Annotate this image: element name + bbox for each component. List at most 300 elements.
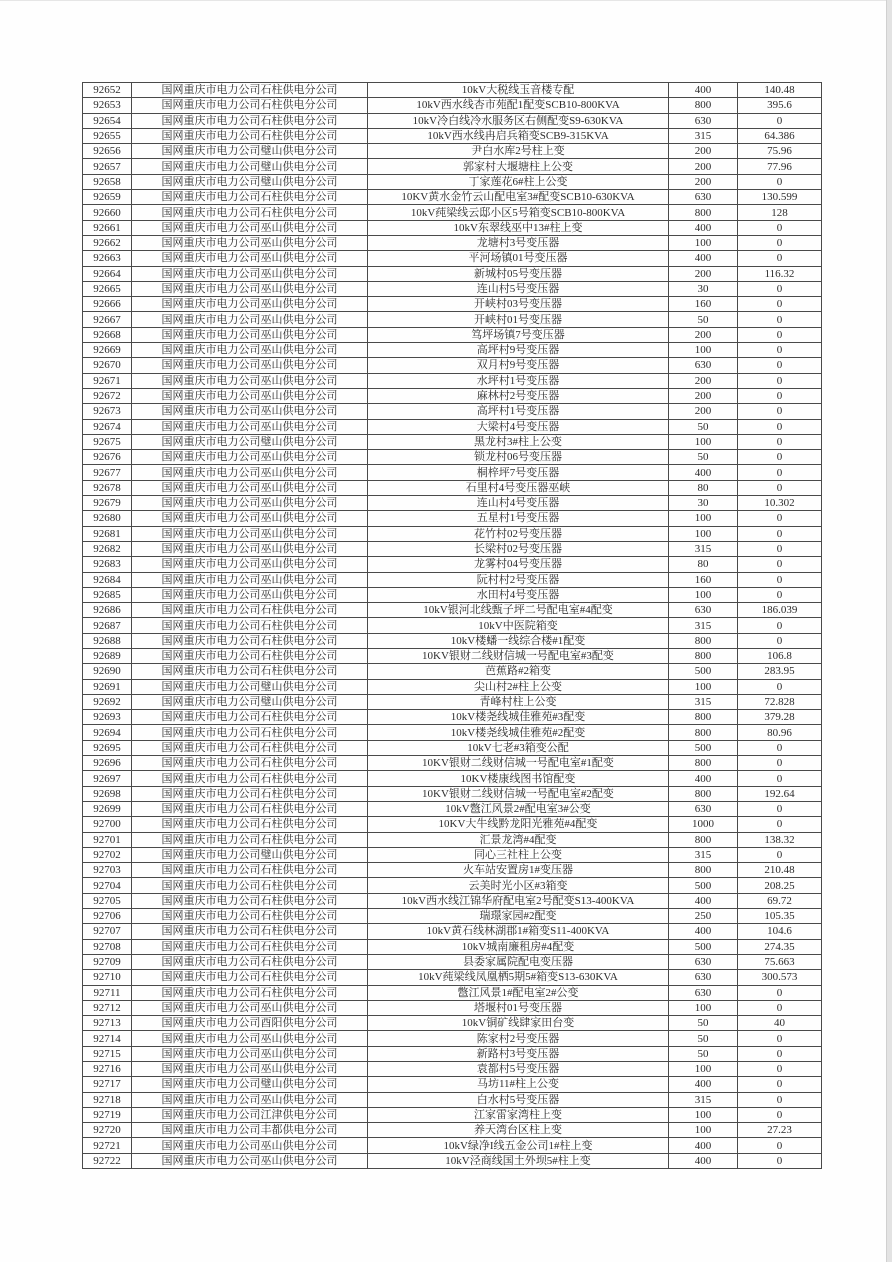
cell-equipment-name: 江家雷家湾柱上变 xyxy=(368,1107,669,1122)
table-row xyxy=(83,83,822,98)
cell-id: 92668 xyxy=(83,327,132,342)
cell-value: 0 xyxy=(738,740,822,755)
cell-equipment-name: 10kV楼蟠一线综合楼#1配变 xyxy=(368,633,669,648)
cell-id: 92687 xyxy=(83,618,132,633)
cell-value: 0 xyxy=(738,817,822,832)
cell-company: 国网重庆市电力公司巫山供电分公司 xyxy=(132,312,368,327)
cell-id: 92652 xyxy=(83,83,132,98)
cell-equipment-name: 10kV西水线杏市苑配1配变SCB10-800KVA xyxy=(368,98,669,113)
cell-capacity: 630 xyxy=(669,603,738,618)
cell-equipment-name: 10kV铜矿线肆家田台变 xyxy=(368,1016,669,1031)
cell-value: 0 xyxy=(738,847,822,862)
cell-capacity: 630 xyxy=(669,358,738,373)
cell-company: 国网重庆市电力公司丰都供电分公司 xyxy=(132,1123,368,1138)
cell-id: 92702 xyxy=(83,847,132,862)
cell-value: 274.35 xyxy=(738,939,822,954)
cell-value: 128 xyxy=(738,205,822,220)
cell-equipment-name: 10kV西水线冉启兵箱变SCB9-315KVA xyxy=(368,128,669,143)
page-top-edge xyxy=(0,0,892,1)
cell-value: 0 xyxy=(738,235,822,250)
table-row xyxy=(83,327,822,342)
cell-company: 国网重庆市电力公司石柱供电分公司 xyxy=(132,190,368,205)
table-row xyxy=(83,297,822,312)
cell-equipment-name: 鄨江风景1#配电室2#公变 xyxy=(368,985,669,1000)
cell-id: 92654 xyxy=(83,113,132,128)
cell-capacity: 315 xyxy=(669,541,738,556)
cell-equipment-name: 10kV楼尧线城佳雅苑#2配变 xyxy=(368,725,669,740)
cell-value: 0 xyxy=(738,618,822,633)
table-row xyxy=(83,954,822,969)
cell-value: 72.828 xyxy=(738,694,822,709)
cell-id: 92714 xyxy=(83,1031,132,1046)
cell-value: 0 xyxy=(738,541,822,556)
cell-capacity: 400 xyxy=(669,251,738,266)
cell-id: 92713 xyxy=(83,1016,132,1031)
cell-equipment-name: 龙雾村04号变压器 xyxy=(368,557,669,572)
cell-value: 138.32 xyxy=(738,832,822,847)
cell-capacity: 400 xyxy=(669,83,738,98)
cell-id: 92716 xyxy=(83,1062,132,1077)
table-body xyxy=(83,83,822,1169)
cell-id: 92699 xyxy=(83,801,132,816)
table-row xyxy=(83,878,822,893)
cell-company: 国网重庆市电力公司巫山供电分公司 xyxy=(132,557,368,572)
table-row xyxy=(83,740,822,755)
cell-capacity: 400 xyxy=(669,1077,738,1092)
cell-id: 92718 xyxy=(83,1092,132,1107)
table-row xyxy=(83,1138,822,1153)
cell-equipment-name: 桐梓坪7号变压器 xyxy=(368,465,669,480)
cell-capacity: 500 xyxy=(669,740,738,755)
cell-company: 国网重庆市电力公司石柱供电分公司 xyxy=(132,878,368,893)
cell-value: 77.96 xyxy=(738,159,822,174)
cell-company: 国网重庆市电力公司石柱供电分公司 xyxy=(132,633,368,648)
cell-id: 92715 xyxy=(83,1046,132,1061)
table-row xyxy=(83,190,822,205)
table-row xyxy=(83,909,822,924)
cell-capacity: 200 xyxy=(669,373,738,388)
cell-company: 国网重庆市电力公司璧山供电分公司 xyxy=(132,694,368,709)
cell-value: 0 xyxy=(738,1153,822,1168)
cell-capacity: 80 xyxy=(669,557,738,572)
table-row xyxy=(83,144,822,159)
cell-company: 国网重庆市电力公司石柱供电分公司 xyxy=(132,603,368,618)
cell-equipment-name: 郭家村大堰塘柱上公变 xyxy=(368,159,669,174)
cell-id: 92671 xyxy=(83,373,132,388)
cell-id: 92674 xyxy=(83,419,132,434)
cell-id: 92705 xyxy=(83,893,132,908)
cell-equipment-name: 10kV绿净I线五金公司1#柱上变 xyxy=(368,1138,669,1153)
cell-capacity: 315 xyxy=(669,618,738,633)
cell-company: 国网重庆市电力公司巫山供电分公司 xyxy=(132,404,368,419)
cell-id: 92664 xyxy=(83,266,132,281)
cell-company: 国网重庆市电力公司石柱供电分公司 xyxy=(132,786,368,801)
cell-company: 国网重庆市电力公司巫山供电分公司 xyxy=(132,343,368,358)
table-row xyxy=(83,863,822,878)
cell-value: 0 xyxy=(738,587,822,602)
cell-capacity: 100 xyxy=(669,1062,738,1077)
cell-capacity: 800 xyxy=(669,832,738,847)
cell-capacity: 500 xyxy=(669,878,738,893)
cell-equipment-name: 10kV鄨江风景2#配电室3#公变 xyxy=(368,801,669,816)
cell-equipment-name: 芭蕉路#2箱变 xyxy=(368,664,669,679)
cell-capacity: 630 xyxy=(669,985,738,1000)
cell-value: 0 xyxy=(738,985,822,1000)
cell-value: 0 xyxy=(738,1046,822,1061)
cell-id: 92656 xyxy=(83,144,132,159)
cell-value: 0 xyxy=(738,373,822,388)
cell-id: 92685 xyxy=(83,587,132,602)
cell-company: 国网重庆市电力公司石柱供电分公司 xyxy=(132,664,368,679)
cell-equipment-name: 五星村1号变压器 xyxy=(368,511,669,526)
cell-id: 92666 xyxy=(83,297,132,312)
cell-value: 0 xyxy=(738,343,822,358)
cell-company: 国网重庆市电力公司巫山供电分公司 xyxy=(132,251,368,266)
cell-company: 国网重庆市电力公司璧山供电分公司 xyxy=(132,847,368,862)
cell-capacity: 100 xyxy=(669,679,738,694)
cell-id: 92676 xyxy=(83,450,132,465)
cell-value: 80.96 xyxy=(738,725,822,740)
table-row xyxy=(83,1107,822,1122)
cell-company: 国网重庆市电力公司石柱供电分公司 xyxy=(132,893,368,908)
cell-capacity: 315 xyxy=(669,694,738,709)
cell-company: 国网重庆市电力公司璧山供电分公司 xyxy=(132,679,368,694)
cell-equipment-name: 白水村5号变压器 xyxy=(368,1092,669,1107)
cell-equipment-name: 火车站安置房1#变压器 xyxy=(368,863,669,878)
cell-equipment-name: 龙塘村3号变压器 xyxy=(368,235,669,250)
cell-id: 92677 xyxy=(83,465,132,480)
table-row xyxy=(83,939,822,954)
cell-equipment-name: 大梁村4号变压器 xyxy=(368,419,669,434)
table-row xyxy=(83,419,822,434)
cell-capacity: 800 xyxy=(669,786,738,801)
cell-company: 国网重庆市电力公司石柱供电分公司 xyxy=(132,83,368,98)
table-row xyxy=(83,205,822,220)
cell-equipment-name: 汇景龙湾#4配变 xyxy=(368,832,669,847)
cell-id: 92720 xyxy=(83,1123,132,1138)
cell-company: 国网重庆市电力公司巫山供电分公司 xyxy=(132,587,368,602)
cell-capacity: 160 xyxy=(669,297,738,312)
cell-company: 国网重庆市电力公司石柱供电分公司 xyxy=(132,817,368,832)
cell-capacity: 400 xyxy=(669,1138,738,1153)
cell-id: 92712 xyxy=(83,1000,132,1015)
cell-id: 92694 xyxy=(83,725,132,740)
cell-capacity: 1000 xyxy=(669,817,738,832)
cell-company: 国网重庆市电力公司石柱供电分公司 xyxy=(132,985,368,1000)
cell-id: 92678 xyxy=(83,480,132,495)
cell-id: 92682 xyxy=(83,541,132,556)
cell-id: 92711 xyxy=(83,985,132,1000)
cell-equipment-name: 袁都村5号变压器 xyxy=(368,1062,669,1077)
cell-id: 92709 xyxy=(83,954,132,969)
cell-capacity: 200 xyxy=(669,144,738,159)
cell-id: 92680 xyxy=(83,511,132,526)
cell-id: 92717 xyxy=(83,1077,132,1092)
cell-capacity: 800 xyxy=(669,756,738,771)
table-row xyxy=(83,603,822,618)
cell-company: 国网重庆市电力公司巫山供电分公司 xyxy=(132,327,368,342)
table-row xyxy=(83,174,822,189)
cell-value: 0 xyxy=(738,281,822,296)
cell-id: 92703 xyxy=(83,863,132,878)
table-row xyxy=(83,388,822,403)
cell-equipment-name: 10kV黄石线林湖郡1#箱变S11-400KVA xyxy=(368,924,669,939)
cell-equipment-name: 10kV楼尧线城佳雅苑#3配变 xyxy=(368,710,669,725)
table-row xyxy=(83,801,822,816)
table-row xyxy=(83,618,822,633)
cell-capacity: 200 xyxy=(669,266,738,281)
cell-id: 92704 xyxy=(83,878,132,893)
cell-value: 69.72 xyxy=(738,893,822,908)
cell-id: 92681 xyxy=(83,526,132,541)
cell-id: 92701 xyxy=(83,832,132,847)
cell-company: 国网重庆市电力公司璧山供电分公司 xyxy=(132,144,368,159)
table-row xyxy=(83,1016,822,1031)
cell-equipment-name: 黑龙村3#柱上公变 xyxy=(368,434,669,449)
cell-id: 92673 xyxy=(83,404,132,419)
cell-equipment-name: 尖山村2#柱上公变 xyxy=(368,679,669,694)
cell-value: 0 xyxy=(738,572,822,587)
cell-value: 186.039 xyxy=(738,603,822,618)
cell-value: 0 xyxy=(738,312,822,327)
cell-equipment-name: 麻林村2号变压器 xyxy=(368,388,669,403)
cell-company: 国网重庆市电力公司石柱供电分公司 xyxy=(132,939,368,954)
cell-capacity: 100 xyxy=(669,1123,738,1138)
table-row xyxy=(83,557,822,572)
cell-company: 国网重庆市电力公司巫山供电分公司 xyxy=(132,373,368,388)
table-row xyxy=(83,159,822,174)
cell-id: 92683 xyxy=(83,557,132,572)
cell-id: 92708 xyxy=(83,939,132,954)
cell-capacity: 30 xyxy=(669,281,738,296)
table-row xyxy=(83,893,822,908)
cell-company: 国网重庆市电力公司巫山供电分公司 xyxy=(132,235,368,250)
table-row xyxy=(83,771,822,786)
cell-company: 国网重庆市电力公司石柱供电分公司 xyxy=(132,801,368,816)
cell-id: 92655 xyxy=(83,128,132,143)
cell-value: 0 xyxy=(738,220,822,235)
cell-company: 国网重庆市电力公司璧山供电分公司 xyxy=(132,434,368,449)
cell-value: 0 xyxy=(738,1138,822,1153)
cell-capacity: 800 xyxy=(669,633,738,648)
table-row xyxy=(83,1000,822,1015)
table-row xyxy=(83,970,822,985)
cell-value: 379.28 xyxy=(738,710,822,725)
cell-value: 0 xyxy=(738,557,822,572)
cell-company: 国网重庆市电力公司巫山供电分公司 xyxy=(132,297,368,312)
cell-company: 国网重庆市电力公司石柱供电分公司 xyxy=(132,771,368,786)
cell-equipment-name: 水田村4号变压器 xyxy=(368,587,669,602)
cell-company: 国网重庆市电力公司璧山供电分公司 xyxy=(132,174,368,189)
cell-value: 75.96 xyxy=(738,144,822,159)
cell-company: 国网重庆市电力公司江津供电分公司 xyxy=(132,1107,368,1122)
cell-id: 92686 xyxy=(83,603,132,618)
cell-company: 国网重庆市电力公司巫山供电分公司 xyxy=(132,511,368,526)
table-row xyxy=(83,526,822,541)
table-row xyxy=(83,633,822,648)
cell-equipment-name: 连山村4号变压器 xyxy=(368,496,669,511)
cell-equipment-name: 瑞璟家园#2配变 xyxy=(368,909,669,924)
cell-value: 0 xyxy=(738,633,822,648)
cell-equipment-name: 县委家属院配电变压器 xyxy=(368,954,669,969)
table-row xyxy=(83,924,822,939)
table-row xyxy=(83,480,822,495)
cell-equipment-name: 石里村4号变压器巫峡 xyxy=(368,480,669,495)
cell-id: 92698 xyxy=(83,786,132,801)
cell-value: 283.95 xyxy=(738,664,822,679)
cell-capacity: 630 xyxy=(669,970,738,985)
cell-value: 0 xyxy=(738,251,822,266)
cell-value: 64.386 xyxy=(738,128,822,143)
cell-company: 国网重庆市电力公司巫山供电分公司 xyxy=(132,220,368,235)
cell-capacity: 630 xyxy=(669,190,738,205)
table-row xyxy=(83,220,822,235)
cell-company: 国网重庆市电力公司巫山供电分公司 xyxy=(132,1046,368,1061)
table-row xyxy=(83,1046,822,1061)
table-row xyxy=(83,113,822,128)
cell-company: 国网重庆市电力公司巫山供电分公司 xyxy=(132,1031,368,1046)
cell-id: 92721 xyxy=(83,1138,132,1153)
cell-capacity: 400 xyxy=(669,465,738,480)
cell-id: 92697 xyxy=(83,771,132,786)
cell-id: 92653 xyxy=(83,98,132,113)
table-row xyxy=(83,541,822,556)
cell-company: 国网重庆市电力公司石柱供电分公司 xyxy=(132,113,368,128)
cell-company: 国网重庆市电力公司璧山供电分公司 xyxy=(132,159,368,174)
table-row xyxy=(83,450,822,465)
cell-capacity: 800 xyxy=(669,648,738,663)
cell-value: 300.573 xyxy=(738,970,822,985)
table-row xyxy=(83,1123,822,1138)
cell-value: 0 xyxy=(738,465,822,480)
cell-value: 104.6 xyxy=(738,924,822,939)
cell-company: 国网重庆市电力公司石柱供电分公司 xyxy=(132,740,368,755)
cell-id: 92692 xyxy=(83,694,132,709)
cell-id: 92696 xyxy=(83,756,132,771)
cell-capacity: 800 xyxy=(669,205,738,220)
cell-equipment-name: 双月村9号变压器 xyxy=(368,358,669,373)
cell-id: 92684 xyxy=(83,572,132,587)
table-row xyxy=(83,679,822,694)
table-row xyxy=(83,1153,822,1168)
cell-company: 国网重庆市电力公司巫山供电分公司 xyxy=(132,572,368,587)
cell-value: 10.302 xyxy=(738,496,822,511)
scrollbar-track[interactable] xyxy=(886,0,892,1262)
cell-value: 0 xyxy=(738,327,822,342)
cell-equipment-name: 10kV西水线江锦华府配电室2号配变S13-400KVA xyxy=(368,893,669,908)
cell-equipment-name: 尹白水库2号柱上变 xyxy=(368,144,669,159)
cell-capacity: 50 xyxy=(669,312,738,327)
table-row xyxy=(83,266,822,281)
cell-equipment-name: 10kV莼梁线云邸小区5号箱变SCB10-800KVA xyxy=(368,205,669,220)
cell-equipment-name: 平河场镇01号变压器 xyxy=(368,251,669,266)
cell-value: 0 xyxy=(738,511,822,526)
cell-equipment-name: 花竹村02号变压器 xyxy=(368,526,669,541)
table-row xyxy=(83,235,822,250)
cell-value: 0 xyxy=(738,113,822,128)
cell-company: 国网重庆市电力公司巫山供电分公司 xyxy=(132,526,368,541)
cell-value: 0 xyxy=(738,358,822,373)
cell-equipment-name: 10KV楼康线图书馆配变 xyxy=(368,771,669,786)
cell-capacity: 800 xyxy=(669,710,738,725)
cell-company: 国网重庆市电力公司石柱供电分公司 xyxy=(132,909,368,924)
cell-value: 40 xyxy=(738,1016,822,1031)
cell-equipment-name: 10KV银财二线财信城一号配电室#3配变 xyxy=(368,648,669,663)
cell-capacity: 800 xyxy=(669,725,738,740)
cell-equipment-name: 10kV中医院箱变 xyxy=(368,618,669,633)
cell-value: 0 xyxy=(738,1092,822,1107)
cell-id: 92688 xyxy=(83,633,132,648)
cell-id: 92662 xyxy=(83,235,132,250)
cell-capacity: 630 xyxy=(669,954,738,969)
cell-company: 国网重庆市电力公司巫山供电分公司 xyxy=(132,465,368,480)
cell-capacity: 50 xyxy=(669,1016,738,1031)
cell-id: 92657 xyxy=(83,159,132,174)
cell-id: 92660 xyxy=(83,205,132,220)
table-row xyxy=(83,1077,822,1092)
cell-id: 92690 xyxy=(83,664,132,679)
cell-capacity: 100 xyxy=(669,511,738,526)
cell-capacity: 80 xyxy=(669,480,738,495)
table-row xyxy=(83,1031,822,1046)
table-row xyxy=(83,312,822,327)
cell-value: 0 xyxy=(738,679,822,694)
table-row xyxy=(83,128,822,143)
cell-value: 75.663 xyxy=(738,954,822,969)
cell-company: 国网重庆市电力公司巫山供电分公司 xyxy=(132,1000,368,1015)
table-row xyxy=(83,710,822,725)
cell-equipment-name: 同心三社柱上公变 xyxy=(368,847,669,862)
table-row xyxy=(83,251,822,266)
cell-capacity: 50 xyxy=(669,1031,738,1046)
cell-equipment-name: 开峡村03号变压器 xyxy=(368,297,669,312)
cell-equipment-name: 新城村05号变压器 xyxy=(368,266,669,281)
cell-company: 国网重庆市电力公司石柱供电分公司 xyxy=(132,205,368,220)
cell-capacity: 100 xyxy=(669,587,738,602)
cell-capacity: 200 xyxy=(669,327,738,342)
cell-company: 国网重庆市电力公司石柱供电分公司 xyxy=(132,725,368,740)
cell-equipment-name: 10kV东翠线巫中13#柱上变 xyxy=(368,220,669,235)
cell-capacity: 160 xyxy=(669,572,738,587)
table-row xyxy=(83,434,822,449)
cell-id: 92693 xyxy=(83,710,132,725)
cell-equipment-name: 长梁村02号变压器 xyxy=(368,541,669,556)
table-row xyxy=(83,832,822,847)
cell-company: 国网重庆市电力公司石柱供电分公司 xyxy=(132,128,368,143)
cell-value: 130.599 xyxy=(738,190,822,205)
cell-company: 国网重庆市电力公司巫山供电分公司 xyxy=(132,496,368,511)
cell-equipment-name: 塔堰村01号变压器 xyxy=(368,1000,669,1015)
cell-value: 0 xyxy=(738,1000,822,1015)
cell-company: 国网重庆市电力公司酉阳供电分公司 xyxy=(132,1016,368,1031)
cell-equipment-name: 10kV莼梁线凤凰栖5期5#箱变S13-630KVA xyxy=(368,970,669,985)
table-row xyxy=(83,343,822,358)
cell-value: 0 xyxy=(738,297,822,312)
cell-capacity: 200 xyxy=(669,159,738,174)
cell-id: 92707 xyxy=(83,924,132,939)
table-row xyxy=(83,847,822,862)
table-row xyxy=(83,572,822,587)
cell-capacity: 100 xyxy=(669,235,738,250)
cell-company: 国网重庆市电力公司巫山供电分公司 xyxy=(132,281,368,296)
cell-id: 92706 xyxy=(83,909,132,924)
cell-company: 国网重庆市电力公司石柱供电分公司 xyxy=(132,618,368,633)
table-row xyxy=(83,756,822,771)
cell-equipment-name: 10kV银河北线甄子坪二号配电室#4配变 xyxy=(368,603,669,618)
cell-company: 国网重庆市电力公司巫山供电分公司 xyxy=(132,419,368,434)
cell-capacity: 250 xyxy=(669,909,738,924)
cell-company: 国网重庆市电力公司石柱供电分公司 xyxy=(132,954,368,969)
